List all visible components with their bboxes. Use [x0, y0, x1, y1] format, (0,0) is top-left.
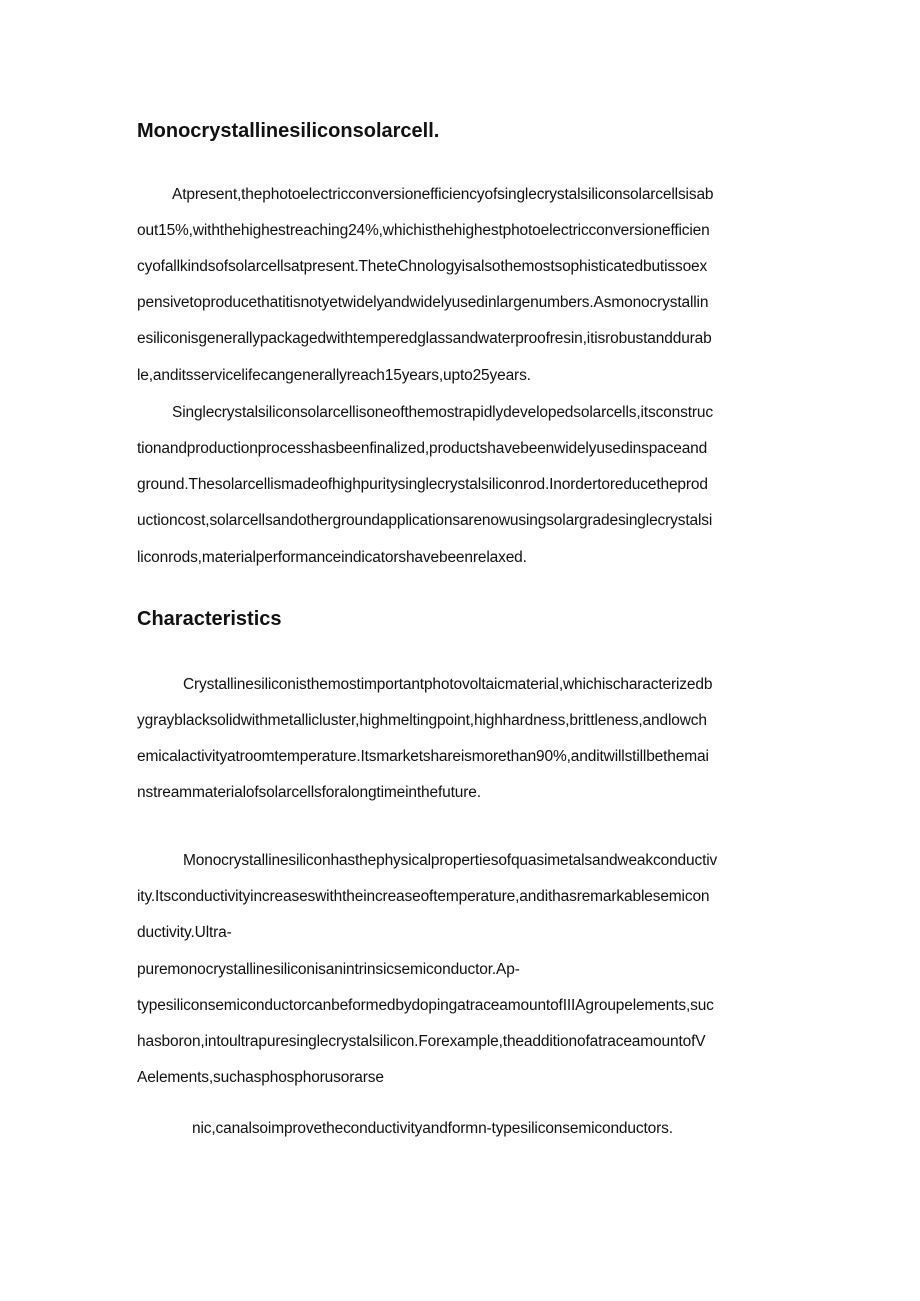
section-title-characteristics: Characteristics [137, 608, 282, 630]
paragraph-line: le,anditsservicelifecangenerallyreach15years,upto25years. [137, 367, 531, 384]
paragraph-line: cyofallkindsofsolarcellsatpresent.TheteChnologyisalsothemostsophisticatedbutissoex [137, 258, 708, 275]
paragraph-line: puremonocrystallinesiliconisanintrinsicsemiconductor.Ap- [137, 961, 520, 978]
paragraph-line: Atpresent,thephotoelectricconversionefficiencyofsinglecrystalsiliconsolarcellsisab [172, 186, 714, 203]
paragraph-line: tionandproductionprocesshasbeenfinalized,productshavebeenwidelyusedinspaceand [137, 440, 708, 457]
paragraph-line: typesiliconsemiconductorcanbeformedbydopingatraceamountofIIIAgroupelements,suc [137, 997, 714, 1014]
paragraph-line: liconrods,materialperformanceindicatorshavebeenrelaxed. [137, 549, 527, 566]
paragraph-line: pensivetoproducethatitisnotyetwidelyandwidelyusedinlargenumbers.Asmonocrystallin [137, 294, 709, 311]
paragraph-line: Singlecrystalsiliconsolarcellisoneofthemostrapidlydevelopedsolarcells,itsconstruc [172, 404, 713, 421]
paragraph-line: Monocrystallinesiliconhasthephysicalpropertiesofquasimetalsandweakconductiv [183, 852, 718, 869]
paragraph-line: uctioncost,solarcellsandothergroundapplicationsarenowusingsolargradesinglecrystalsi [137, 512, 713, 529]
paragraph-line: ground.Thesolarcellismadeofhighpuritysinglecrystalsiliconrod.Inordertoreducetheprod [137, 476, 708, 493]
paragraph-line: esiliconisgenerallypackagedwithtemperedglassandwaterproofresin,itisrobustanddurab [137, 330, 712, 347]
section-title-monocrystalline: Monocrystallinesiliconsolarcell. [137, 120, 440, 142]
paragraph-line: ductivity.Ultra- [137, 924, 232, 941]
paragraph-line: hasboron,intoultrapuresinglecrystalsilicon.Forexample,theadditionofatraceamountofV [137, 1033, 706, 1050]
paragraph-line: nstreammaterialofsolarcellsforalongtimeinthefuture. [137, 784, 481, 801]
paragraph-line: ity.Itsconductivityincreaseswiththeincreaseoftemperature,andithasremarkablesemicon [137, 888, 710, 905]
paragraph-line: Crystallinesiliconisthemostimportantphotovoltaicmaterial,whichischaracterizedb [183, 676, 713, 693]
paragraph-line: ygrayblacksolidwithmetallicluster,highmeltingpoint,highhardness,brittleness,andlowch [137, 712, 707, 729]
paragraph-line: nic,canalsoimprovetheconductivityandformn-typesiliconsemiconductors. [192, 1120, 673, 1137]
paragraph-line: emicalactivityatroomtemperature.Itsmarketshareismorethan90%,anditwillstillbethemai [137, 748, 709, 765]
paragraph-line: Aelements,suchasphosphorusorarse [137, 1069, 384, 1086]
paragraph-line: out15%,withthehighestreaching24%,whichisthehighestphotoelectricconversionefficien [137, 222, 710, 239]
